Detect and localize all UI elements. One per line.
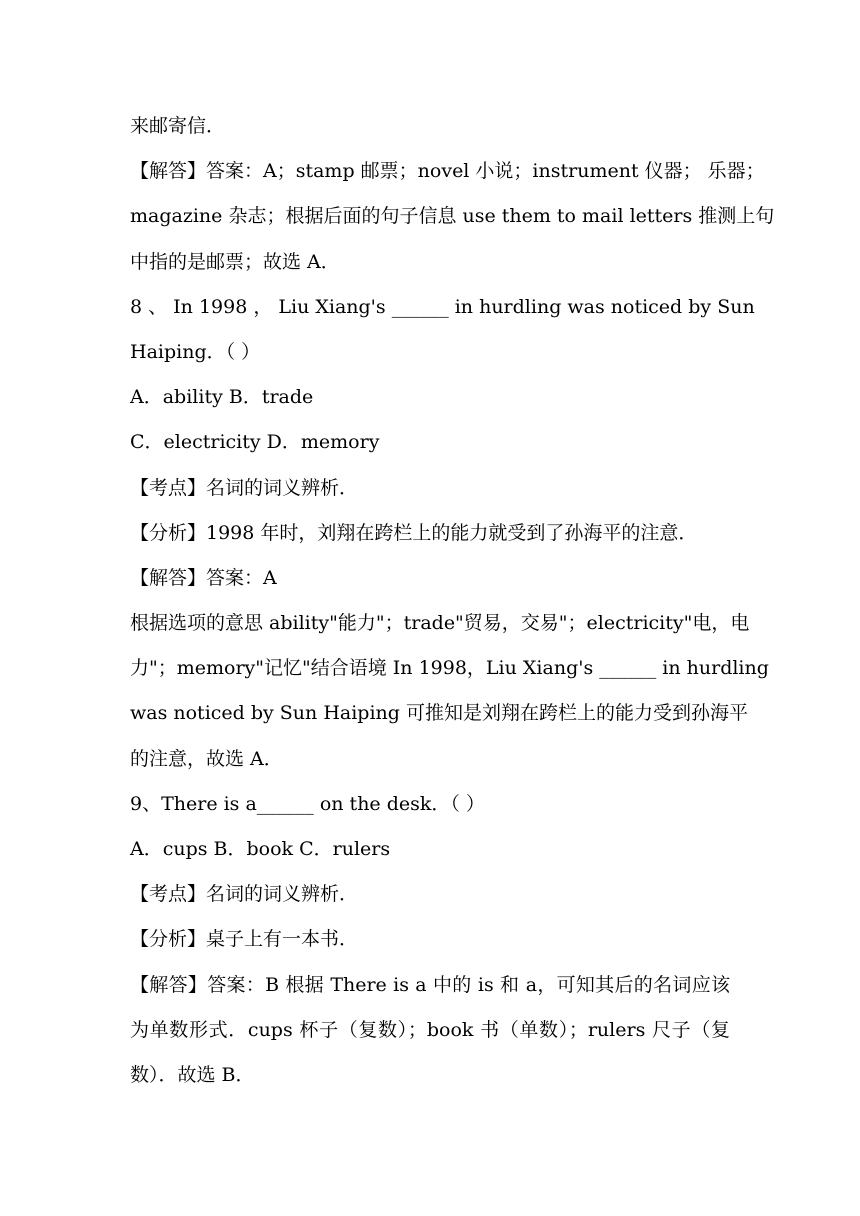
question-8-answer: 【解答】答案：A (130, 566, 277, 589)
question-8-analysis: 【分析】1998 年时，刘翔在跨栏上的能力就受到了孙海平的注意． (130, 521, 698, 544)
question-8-stem: 8 、 In 1998 ， Liu Xiang's ______ in hurdling was noticed by Sun (130, 295, 755, 318)
question-8-explanation: was noticed by Sun Haiping 可推知是刘翔在跨栏上的能力受到孙海平 (130, 702, 748, 725)
question-9-answer: 【解答】答案：B 根据 There is a 中的 is 和 a，可知其后的名词应该 (130, 973, 730, 996)
question-9-answer: 数）．故选 B． (130, 1063, 255, 1086)
question-9-topic: 【考点】名词的词义辨析． (130, 883, 359, 906)
question-8-stem: Haiping．（ ） (130, 340, 261, 363)
question-8-explanation: 根据选项的意思 ability"能力"；trade"贸易，交易"；electricity"电，电 (130, 612, 750, 635)
question-9-analysis: 【分析】桌子上有一本书． (130, 928, 359, 951)
answer-line: 中指的是邮票；故选 A． (130, 250, 340, 273)
question-8-explanation: 力"；memory"记忆"结合语境 In 1998，Liu Xiang's ______ in hurdling (130, 657, 769, 680)
question-9-answer: 为单数形式．cups 杯子（复数）；book 书（单数）；rulers 尺子（复 (130, 1018, 730, 1041)
question-8-topic: 【考点】名词的词义辨析． (130, 476, 359, 499)
question-9-stem: 9、There is a______ on the desk．（ ） (130, 792, 485, 815)
question-8-explanation: 的注意，故选 A． (130, 747, 283, 770)
answer-line: 【解答】答案：A；stamp 邮票；novel 小说；instrument 仪器； 乐器； (130, 160, 765, 183)
question-8-options: C．electricity D．memory (130, 431, 380, 454)
answer-explanation-line: 来邮寄信． (130, 115, 226, 137)
answer-line: magazine 杂志；根据后面的句子信息 use them to mail letters 推测上句 (130, 205, 775, 228)
question-9-options: A．cups B．book C．rulers (130, 838, 391, 860)
question-8-options: A．ability B．trade (130, 386, 314, 409)
document-page (130, 104, 775, 1098)
